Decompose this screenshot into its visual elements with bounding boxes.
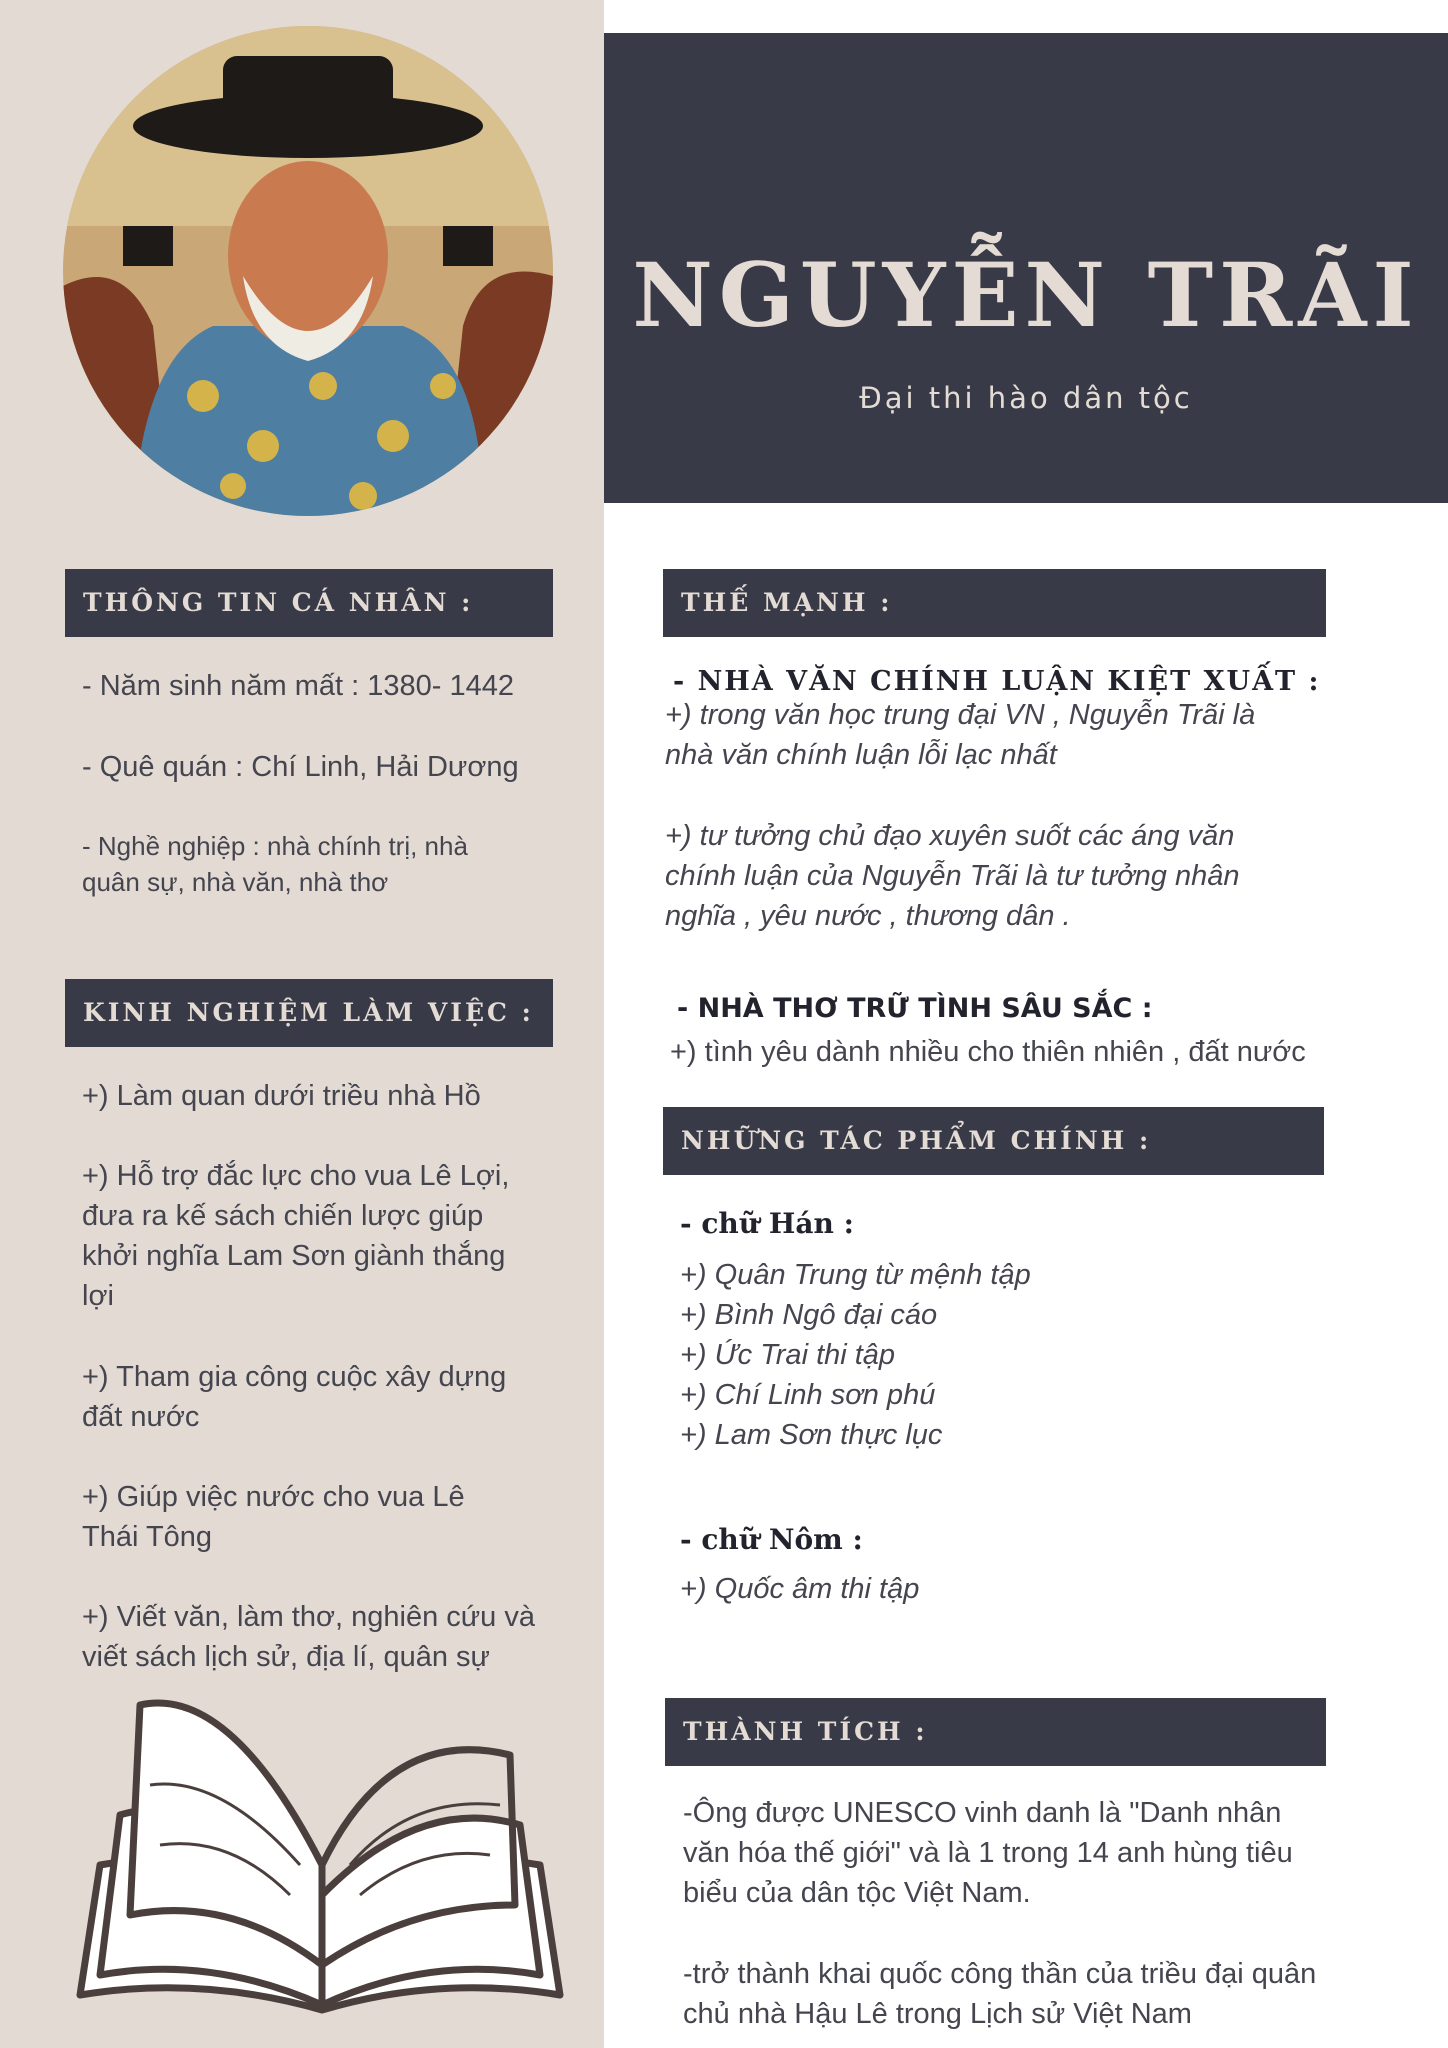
- works-nom-heading: - chữ Nôm :: [680, 1523, 863, 1556]
- works-han-heading: - chữ Hán :: [680, 1207, 854, 1240]
- personal-info-hometown: - Quê quán : Chí Linh, Hải Dương: [82, 751, 519, 783]
- strength-paragraph: +) tình yêu dành nhiều cho thiên nhiên , đất nước: [670, 1036, 1306, 1068]
- section-title-experience: KINH NGHIỆM LÀM VIỆC :: [65, 979, 553, 1047]
- section-title-strengths: THẾ MẠNH :: [663, 569, 1326, 637]
- experience-item: +) Giúp việc nước cho vua Lê Thái Tông: [82, 1481, 465, 1553]
- experience-item: +) Làm quan dưới triều nhà Hồ: [82, 1080, 481, 1112]
- section-title-works: NHỮNG TÁC PHẨM CHÍNH :: [663, 1107, 1324, 1175]
- person-name: NGUYỄN TRÃI: [632, 243, 1420, 347]
- section-title-personal-info: THÔNG TIN CÁ NHÂN :: [65, 569, 553, 637]
- section-title-achievements: THÀNH TÍCH :: [665, 1698, 1326, 1766]
- works-item: +) Chí Linh sơn phú: [680, 1379, 936, 1411]
- header-banner: [604, 33, 1448, 503]
- experience-item: +) Viết văn, làm thơ, nghiên cứu và viết sách lịch sử, địa lí, quân sự: [82, 1601, 535, 1673]
- strength-subheading-prose: - NHÀ VĂN CHÍNH LUẬN KIỆT XUẤT :: [673, 666, 1321, 697]
- works-item: +) Ức Trai thi tập: [680, 1339, 896, 1371]
- experience-item: +) Hỗ trợ đắc lực cho vua Lê Lợi, đưa ra kế sách chiến lược giúp khởi nghĩa Lam Sơn giành thắng lợi: [82, 1160, 510, 1312]
- personal-info-occupation: - Nghề nghiệp : nhà chính trị, nhà quân sự, nhà văn, nhà thơ: [82, 831, 468, 897]
- strength-paragraph: +) tư tưởng chủ đạo xuyên suốt các áng văn chính luận của Nguyễn Trãi là tư tưởng nhân nghĩa , yêu nước , thương dân .: [665, 820, 1240, 932]
- works-item: +) Quân Trung từ mệnh tập: [680, 1259, 1031, 1291]
- works-item: +) Bình Ngô đại cáo: [680, 1299, 938, 1331]
- open-book-illustration: [60, 1665, 580, 2025]
- works-item: +) Quốc âm thi tập: [680, 1573, 920, 1605]
- strength-paragraph: +) trong văn học trung đại VN , Nguyễn Trãi là nhà văn chính luận lỗi lạc nhất: [665, 699, 1256, 771]
- person-subtitle: Đại thi hào dân tộc: [859, 381, 1193, 415]
- achievement-paragraph: -Ông được UNESCO vinh danh là "Danh nhân văn hóa thế giới" và là 1 trong 14 anh hùng tiêu biểu của dân tộc Việt Nam.: [683, 1797, 1293, 1909]
- achievement-paragraph: -trở thành khai quốc công thần của triều đại quân chủ nhà Hậu Lê trong Lịch sử Việt Nam: [683, 1958, 1317, 2030]
- experience-item: +) Tham gia công cuộc xây dựng đất nước: [82, 1361, 507, 1433]
- personal-info-birth-death: - Năm sinh năm mất : 1380- 1442: [82, 670, 514, 702]
- strength-subheading-poetry: - NHÀ THƠ TRỮ TÌNH SÂU SẮC :: [677, 993, 1153, 1024]
- works-item: +) Lam Sơn thực lục: [680, 1419, 943, 1451]
- portrait-image: [63, 26, 553, 516]
